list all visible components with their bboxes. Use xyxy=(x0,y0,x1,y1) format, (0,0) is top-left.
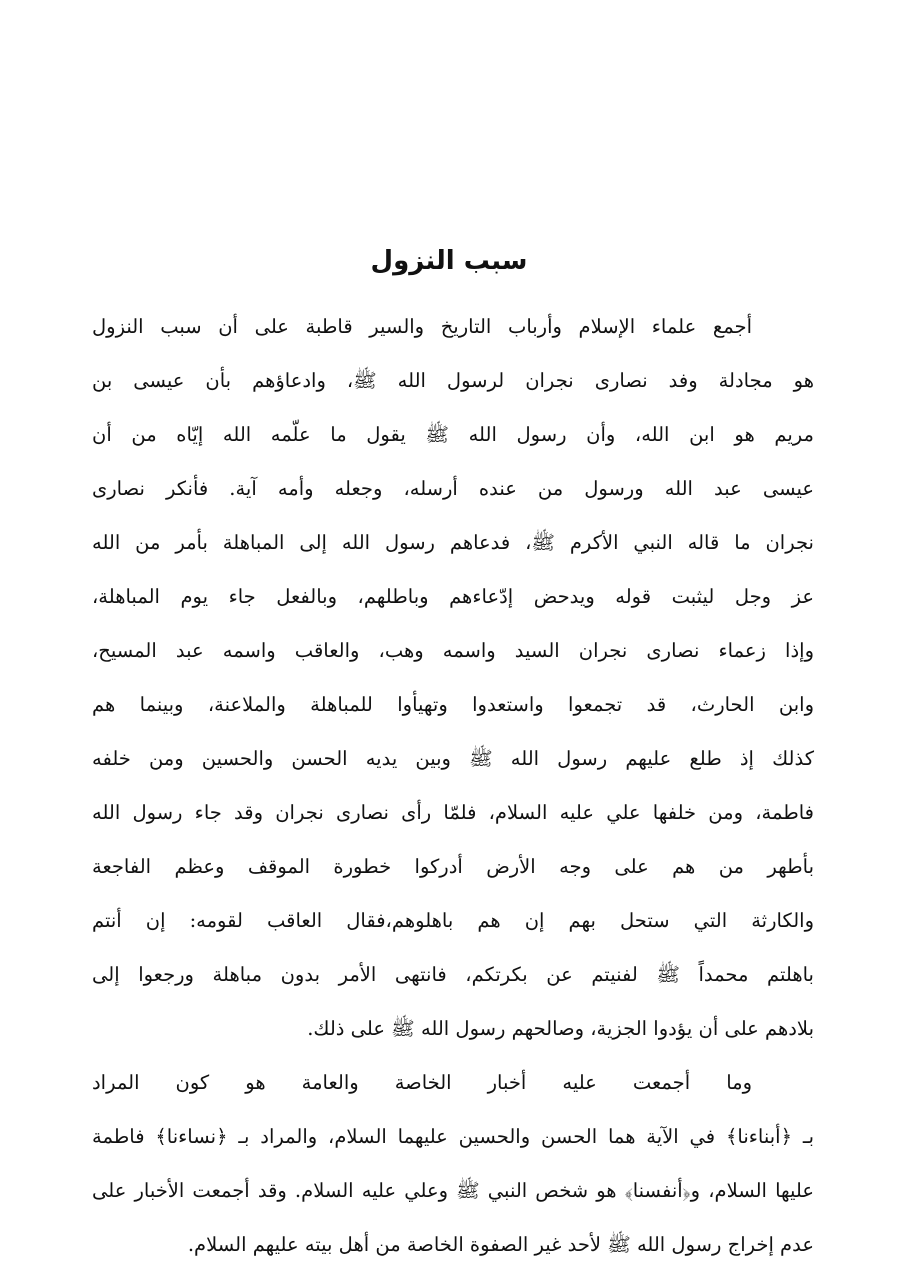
body-text xyxy=(92,300,814,1272)
text-line: مريم هو ابن الله، وأن رسول الله ﷺ يقول ما علّمه الله إيّاه من أن xyxy=(92,423,814,446)
text-line: عز وجل ليثبت قوله ويدحض إدّعاءهم وباطلهم، وبالفعل جاء يوم المباهلة، xyxy=(92,585,814,608)
text-line: والكارثة التي ستحل بهم إن هم باهلوهم،فقال العاقب لقومه: إن أنتم xyxy=(92,909,814,932)
text-line: وما أجمعت عليه أخبار الخاصة والعامة هو كون المراد xyxy=(92,1071,752,1094)
paragraph-1 xyxy=(92,300,814,1056)
text-line: بلادهم على أن يؤدوا الجزية، وصالحهم رسول الله ﷺ على ذلك. xyxy=(307,1017,814,1040)
text-line: عيسى عبد الله ورسول من عنده أرسله، وجعله وأمه آية. فأنكر نصارى xyxy=(92,477,814,500)
paragraph-2 xyxy=(92,1056,814,1272)
text-line: فاطمة، ومن خلفها علي عليه السلام، فلمّا رأى نصارى نجران وقد جاء رسول الله xyxy=(92,801,814,824)
text-line: نجران ما قاله النبي الأكرم ﷺ، فدعاهم رسول الله إلى المباهلة بأمر من الله xyxy=(92,531,814,554)
text-line: بـ ﴿أبناءنا﴾ في الآية هما الحسن والحسين عليهما السلام، والمراد بـ ﴿نساءنا﴾ فاطمة xyxy=(92,1125,814,1148)
text-line: وإذا زعماء نصارى نجران السيد واسمه وهب، والعاقب واسمه عبد المسيح، xyxy=(92,639,814,662)
text-line: بأطهر من هم على وجه الأرض أدركوا خطورة الموقف وعظم الفاجعة xyxy=(92,855,814,878)
text-line: وابن الحارث، قد تجمعوا واستعدوا وتهيأوا للمباهلة والملاعنة، وبينما هم xyxy=(92,693,814,716)
text-line: كذلك إذ طلع عليهم رسول الله ﷺ وبين يديه الحسن والحسين ومن خلفه xyxy=(92,747,814,770)
text-line: أجمع علماء الإسلام وأرباب التاريخ والسير قاطبة على أن سبب النزول xyxy=(92,315,752,338)
text-line: عدم إخراج رسول الله ﷺ لأحد غير الصفوة الخاصة من أهل بيته عليهم السلام. xyxy=(187,1233,814,1256)
text-line: هو مجادلة وفد نصارى نجران لرسول الله ﷺ، وادعاؤهم بأن عيسى بن xyxy=(92,369,814,392)
text-line: باهلتم محمداً ﷺ لفنيتم عن بكرتكم، فانتهى الأمر بدون مباهلة ورجعوا إلى xyxy=(92,963,814,986)
page-title: سبب النزول xyxy=(370,246,528,276)
text-line: عليها السلام، و﴿أنفسنا﴾ هو شخص النبي ﷺ وعلي عليه السلام. وقد أجمعت الأخبار على xyxy=(92,1179,814,1202)
